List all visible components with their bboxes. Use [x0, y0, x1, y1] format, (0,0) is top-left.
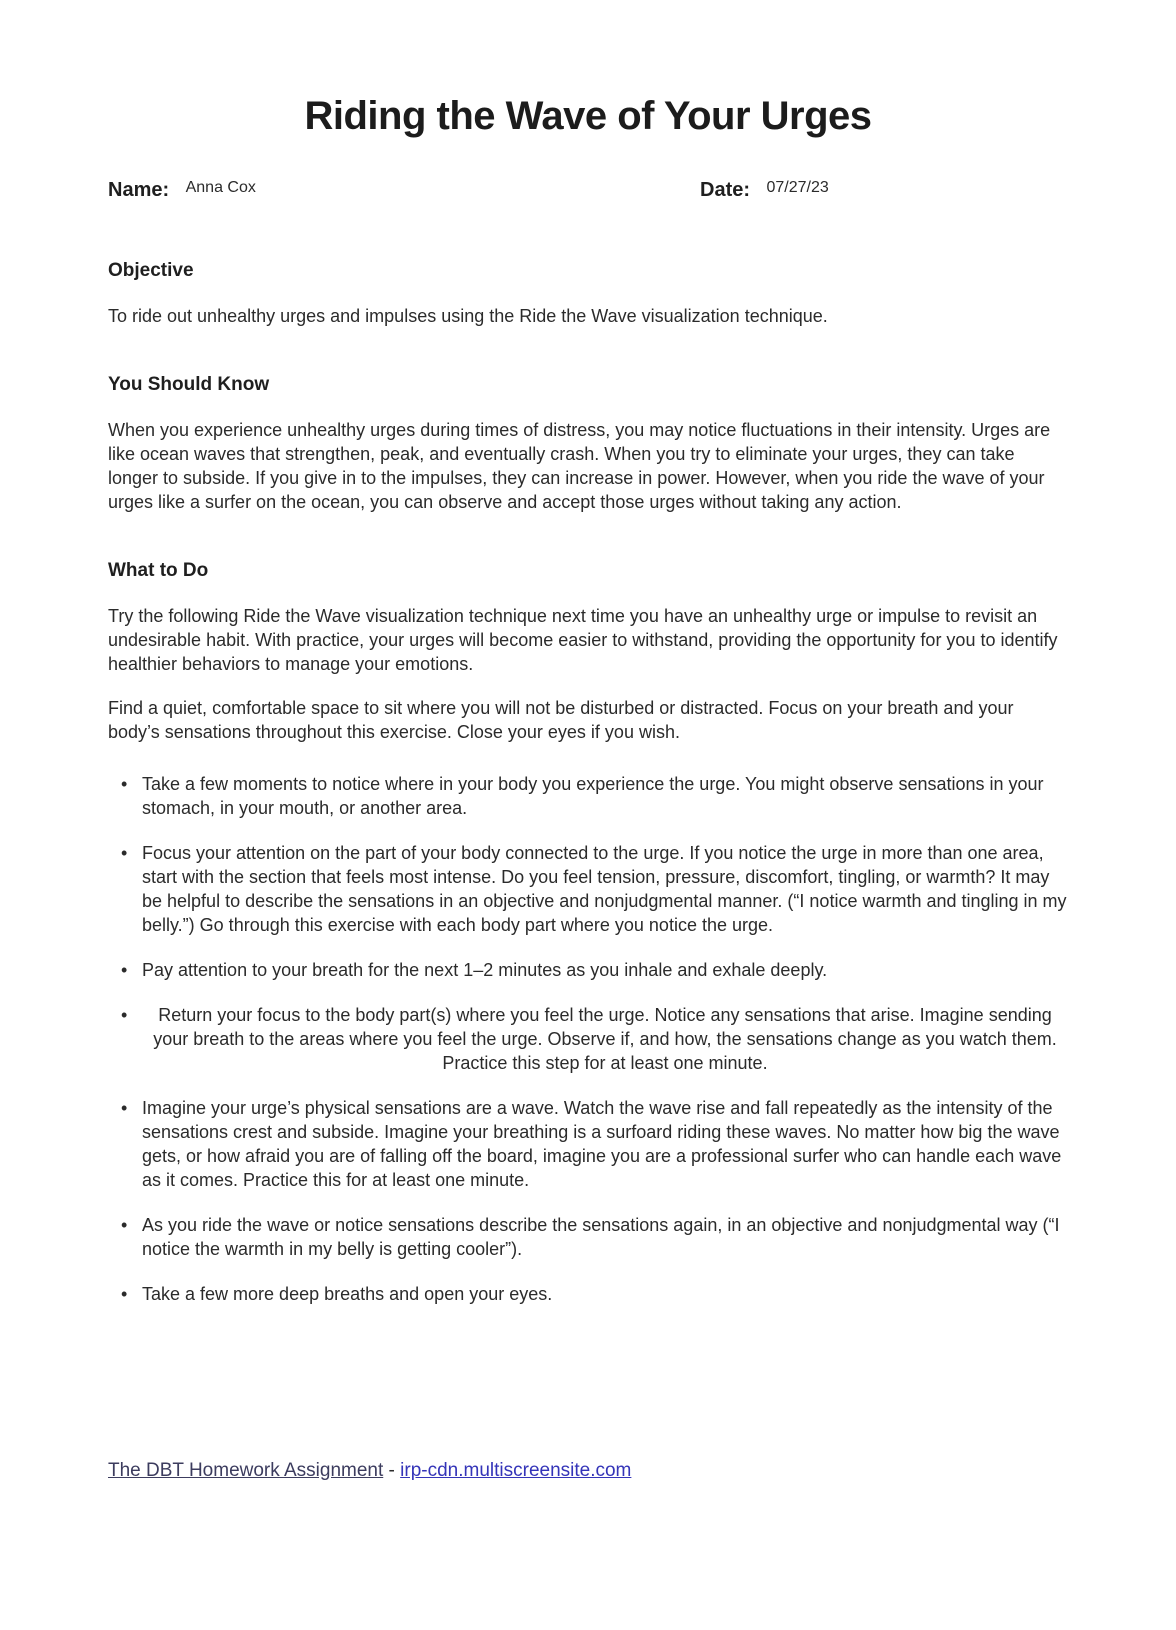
date-label: Date: — [700, 179, 751, 201]
section-heading-what-to-do: What to Do — [108, 560, 209, 581]
section-heading-objective: Objective — [108, 260, 194, 281]
bullet-item-describe-again: • As you ride the wave or notice sensations describe the sensations again, in an objective and nonjudgmental way (“I notice the warmth in my belly is getting cooler”). — [108, 1213, 1068, 1261]
name-label: Name: — [108, 179, 170, 201]
footer-link-dbt-homework[interactable]: The DBT Homework Assignment — [108, 1460, 384, 1481]
date-field — [700, 179, 829, 202]
date-value: 07/27/23 — [766, 179, 829, 196]
bullet-item-imagine-wave: • Imagine your urge’s physical sensations are a wave. Watch the wave rise and fall repeatedly as the intensity of the sensations crest and subside. Imagine your breathing is a surfoard riding these waves. No matter how big the wave gets, or how afraid you are of falling off the board, imagine you are a professional surfer who can handle each wave as it comes. Practice this for at least one minute. — [108, 1096, 1068, 1192]
you-should-know-paragraph: When you experience unhealthy urges during times of distress, you may notice fluctuations in their intensity. Urges are like ocean waves that strengthen, peak, and eventually crash. When you try to eliminate your urges, they can take longer to subside. If you give in to the impulses, they can increase in power. However, when you ride the wave of your urges like a surfer on the ocean, you can observe and accept those urges without taking any action. — [108, 420, 1051, 512]
form-fields-row — [108, 179, 1068, 202]
footer-separator: - — [383, 1460, 401, 1481]
what-to-do-paragraph-1: Try the following Ride the Wave visualization technique next time you have an unhealthy urge or impulse to revisit an undesirable habit. With practice, your urges will become easier to withstand, providing the opportunity for you to identify healthier behaviors to manage your emotions. — [108, 606, 1058, 674]
bullet-item-return-focus: • Return your focus to the body part(s) where you feel the urge. Notice any sensations that arise. Imagine sending your breath to the areas where you feel the urge. Observe if, and how, the sensations change as you watch them. Practice this step for at least one minute. — [108, 1003, 1068, 1075]
name-field — [108, 179, 700, 202]
name-value: Anna Cox — [185, 179, 256, 196]
what-to-do-paragraph-2: Find a quiet, comfortable space to sit where you will not be disturbed or distracted. Focus on your breath and your body’s sensations throughout this exercise. Close your eyes if you wish. — [108, 698, 1014, 742]
objective-paragraph: To ride out unhealthy urges and impulses using the Ride the Wave visualization technique. — [108, 306, 828, 326]
bullet-item-focus-attention: • Focus your attention on the part of your body connected to the urge. If you notice the urge in more than one area, start with the section that feels most intense. Do you feel tension, pressure, discomfort, tingling, or warmth? It may be helpful to describe the sensations in an objective and nonjudgmental manner. (“I notice warmth and tingling in my belly.”) Go through this exercise with each body part where you notice the urge. — [108, 841, 1068, 937]
page-title: Riding the Wave of Your Urges — [304, 94, 872, 138]
bullet-item-pay-attention-breath: • Pay attention to your breath for the next 1–2 minutes as you inhale and exhale deeply. — [108, 958, 1068, 982]
document-footer — [108, 1460, 631, 1482]
footer-link-irp-cdn[interactable]: irp-cdn.multiscreensite.com — [400, 1460, 632, 1481]
bullet-item-notice-body: • Take a few moments to notice where in your body you experience the urge. You might observe sensations in your stomach, in your mouth, or another area. — [108, 772, 1068, 820]
bullet-item-deep-breaths: • Take a few more deep breaths and open your eyes. — [108, 1282, 1068, 1306]
section-heading-you-should-know: You Should Know — [108, 374, 270, 395]
instruction-bullet-list — [108, 772, 1068, 1306]
